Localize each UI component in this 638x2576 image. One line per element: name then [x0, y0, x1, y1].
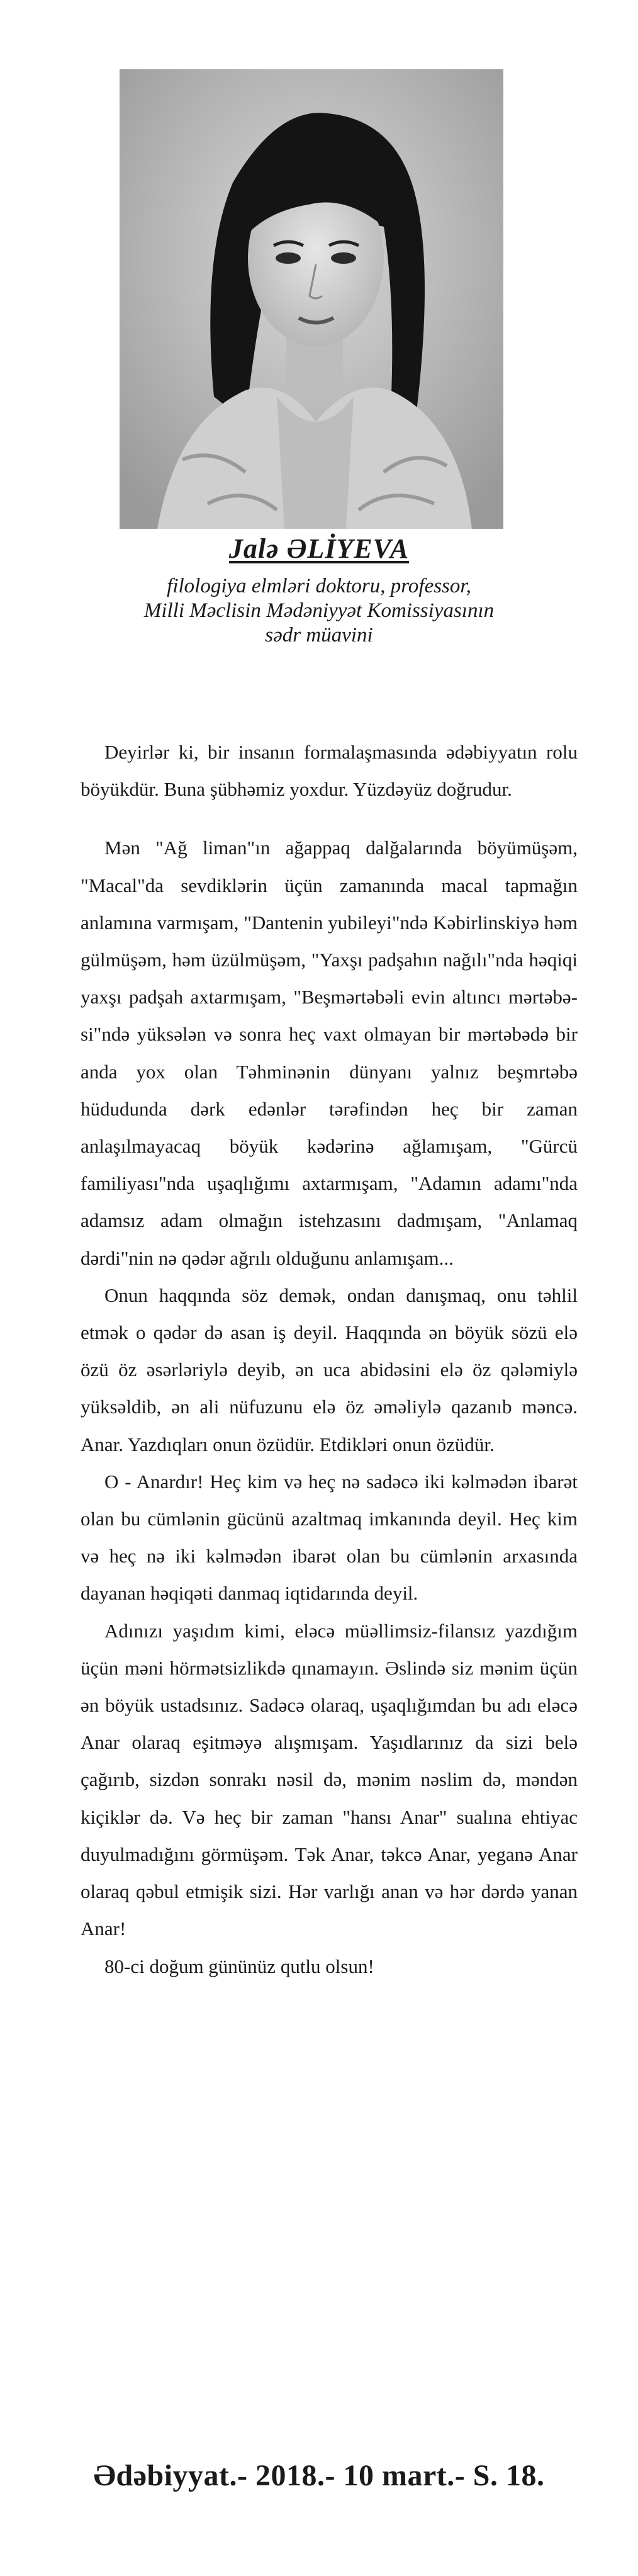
- article-paragraph: Onun haqqında söz demək, ondan danışmaq, onu təhlil etmək o qədər də asan iş deyil. Haqqında ən böyük sözü elə özü öz əsərləriylə deyib, ən uca abidəsini elə öz qələmiylə yüksəldib, ən ali nüfuzunu elə öz əməliylə qazanıb məncə. Anar. Yazdıqları onun özüdür. Etdikləri onun özüdür.: [81, 1284, 578, 1455]
- author-name: Jalə ƏLİYEVA: [228, 533, 410, 564]
- article-body: [81, 733, 578, 1985]
- article-paragraph: Adınızı yaşıdım kimi, eləcə müəllimsiz-filansız yazdığım üçün məni hörmətsizlikdə qınamayın. Əslində siz mənim üçün ən böyük ustadsınız. Sadəcə olaraq, uşaqlığımdan bu adı eləcə Anar olaraq eşitməyə alışmışam. Yaşıdlarınız da sizi belə çağırıb, sizdən sonrakı nəsil də, mənim nəslim də, məndən kiçiklər də. Və heç bir zaman "hansı Anar" sualına ehtiyac duyulmadığını görmüşəm. Tək Anar, təkcə Anar, yeganə Anar olaraq qəbul etmişik sizi. Hər varlığı anan və hər dərdə yanan Anar!: [81, 1619, 578, 1940]
- article-paragraph: Mən "Ağ liman"ın ağappaq dalğalarında böyümüşəm, "Macal"da sevdiklərin üçün zamanında macal tapmağın anlamına varmışam, "Dantenin yubileyi"ndə Kəbirlinskiyə həm gülmüşəm, həm üzülmüşəm, "Yaxşı padşahın nağılı"nda həqiqi yaxşı padşah axtarmışam, "Beşmərtəbəli evin altıncı mərtəbəsi"ndə yüksələn və sonra heç vaxt olmayan bir mərtəbədə bir anda yox olan Təhminənin dünyanı yalnız beşmrtəbə hüdudunda dərk edənlər tərəfindən heç bir zaman anlaşılmayacaq böyük kədərinə ağlamışam, "Gürcü familiyası"nda uşaqlığımı axtarmışam, "Adamın adamı"nda adamsız adam olmağın istehzasını dadmışam, "Anlamaq dərdi"nin nə qədər ağrılı olduğunu anlamışam...: [81, 837, 578, 1269]
- author-title-line: filologiya elmləri doktoru, professor,: [167, 575, 471, 597]
- author-title-line: Milli Məclisin Mədəniyyət Komissiyasının: [143, 599, 495, 622]
- author-title-line: sədr müavini: [265, 624, 373, 647]
- source-citation: Ədəbiyyat.- 2018.- 10 mart.- S. 18.: [93, 2459, 545, 2492]
- article-paragraph: 80-ci doğum gününüz qutlu olsun!: [104, 1955, 374, 1977]
- author-photo: [120, 69, 503, 529]
- author-title: [0, 574, 638, 648]
- article-paragraph: O - Anardır! Heç kim və heç nə sadəcə iki kəlmədən ibarət olan bu cümlənin gücünü azaltmaq imkanında deyil. Heç kim və heç nə iki kəlmədən ibarət olan bu cümlənin arxasında dayanan həqiqəti danmaq iqtidarında deyil.: [81, 1470, 578, 1605]
- article-paragraph: Deyirlər ki, bir insanın formalaşmasında ədəbiyyatın rolu böyükdür. Buna şübhəmiz yoxdur. Yüzdəyüz doğrudur.: [81, 741, 578, 801]
